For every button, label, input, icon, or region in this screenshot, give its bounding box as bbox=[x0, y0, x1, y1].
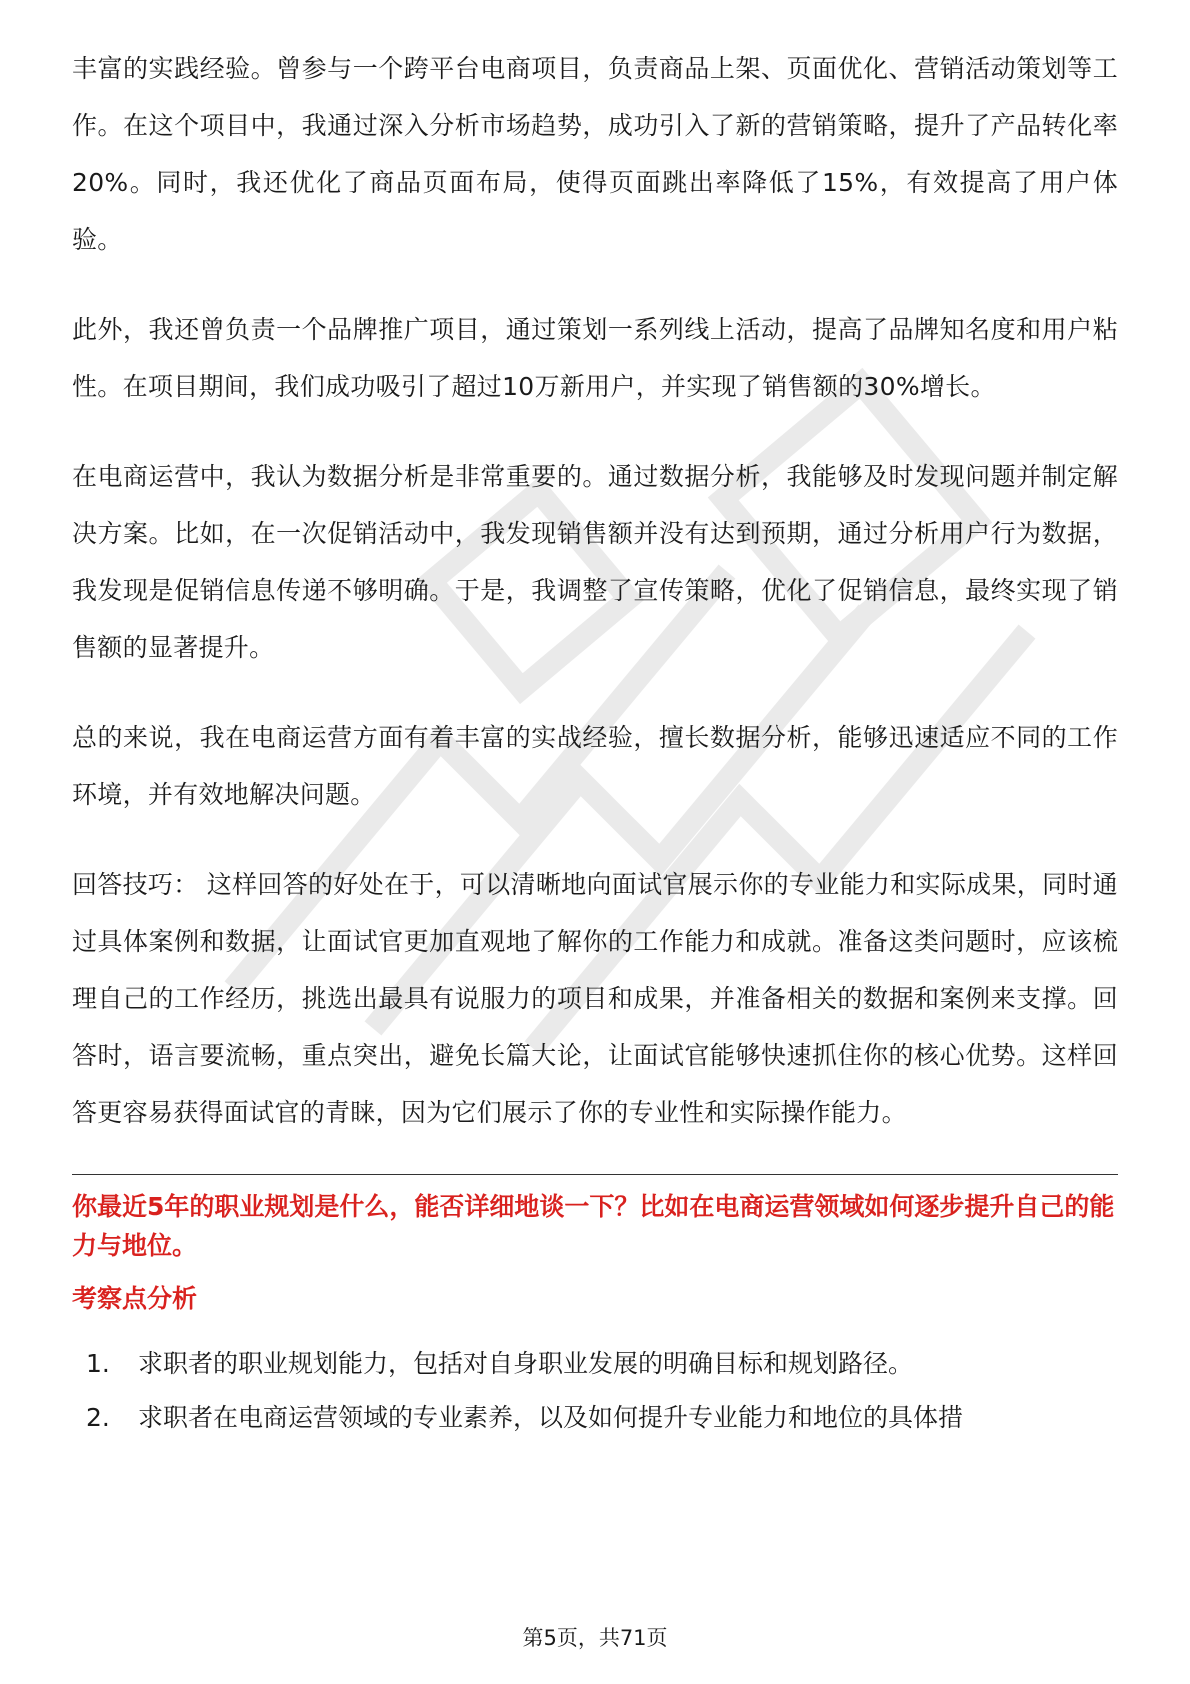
section-title-analysis: 考察点分析 bbox=[72, 1284, 198, 1313]
paragraph-experience: 丰富的实践经验。曾参与一个跨平台电商项目，负责商品上架、页面优化、营销活动策划等工作。在这个项目中，我通过深入分析市场趋势，成功引入了新的营销策略，提升了产品转化率20%。同时，我还优化了商品页面布局，使得页面跳出率降低了15%，有效提高了用户体验。 bbox=[72, 54, 1118, 254]
analysis-list bbox=[72, 1337, 1118, 1445]
question-heading: 你最近5年的职业规划是什么，能否详细地谈一下？比如在电商运营领域如何逐步提升自己的能力与地位。 bbox=[72, 1192, 1115, 1260]
document-page bbox=[72, 40, 1118, 1445]
paragraph-brand-project: 此外，我还曾负责一个品牌推广项目，通过策划一系列线上活动，提高了品牌知名度和用户粘性。在项目期间，我们成功吸引了超过10万新用户，并实现了销售额的30%增长。 bbox=[72, 315, 1118, 401]
paragraph-summary: 总的来说，我在电商运营方面有着丰富的实战经验，擅长数据分析，能够迅速适应不同的工作环境，并有效地解决问题。 bbox=[72, 723, 1118, 809]
list-item bbox=[72, 1391, 1118, 1445]
section-divider bbox=[72, 1174, 1118, 1175]
list-item-number: 2. bbox=[86, 1403, 110, 1432]
list-item-text: 求职者的职业规划能力，包括对自身职业发展的明确目标和规划路径。 bbox=[138, 1349, 914, 1378]
list-item bbox=[72, 1337, 1118, 1391]
list-item-number: 1. bbox=[86, 1349, 110, 1378]
paragraph-data-analysis: 在电商运营中，我认为数据分析是非常重要的。通过数据分析，我能够及时发现问题并制定解决方案。比如，在一次促销活动中，我发现销售额并没有达到预期，通过分析用户行为数据，我发现是促销信息传递不够明确。于是，我调整了宣传策略，优化了促销信息，最终实现了销售额的显著提升。 bbox=[72, 462, 1118, 662]
paragraph-answer-tips: 回答技巧： 这样回答的好处在于，可以清晰地向面试官展示你的专业能力和实际成果，同时通过具体案例和数据，让面试官更加直观地了解你的工作能力和成就。准备这类问题时，应该梳理自己的工作经历，挑选出最具有说服力的项目和成果，并准备相关的数据和案例来支撑。回答时，语言要流畅，重点突出，避免长篇大论，让面试官能够快速抓住你的核心优势。这样回答更容易获得面试官的青睐，因为它们展示了你的专业性和实际操作能力。 bbox=[72, 870, 1118, 1127]
page-footer: 第5页，共71页 bbox=[522, 1626, 668, 1650]
list-item-text: 求职者在电商运营领域的专业素养，以及如何提升专业能力和地位的具体措 bbox=[138, 1403, 964, 1432]
